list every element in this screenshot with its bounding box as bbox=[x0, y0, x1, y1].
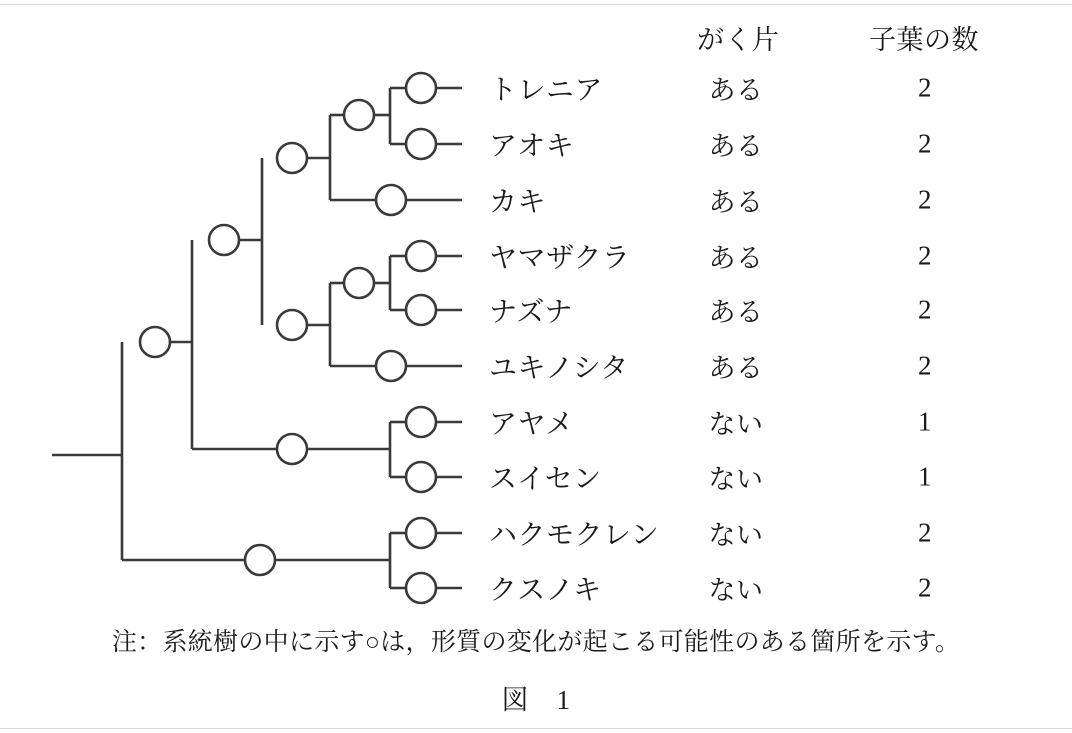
figure-note: 注：系統樹の中に示す○は，形質の変化が起こる可能性のある箇所を示す。 bbox=[111, 629, 961, 656]
cell-sepal: ある bbox=[708, 75, 764, 106]
tree-node-circle bbox=[344, 268, 374, 298]
tree-node-circle bbox=[406, 407, 436, 437]
tree-node-circle bbox=[277, 143, 307, 173]
tree-node-circle bbox=[406, 295, 436, 325]
column-header-sepal: がく片 bbox=[697, 25, 780, 55]
tree-node-circle bbox=[344, 100, 374, 130]
tree-node-circle bbox=[406, 129, 436, 159]
cell-cotyledons: 2 bbox=[918, 350, 932, 381]
cell-cotyledons: 2 bbox=[918, 72, 932, 103]
tip-label: ヤマザクラ bbox=[489, 243, 631, 274]
tip-label: アオキ bbox=[489, 131, 575, 162]
tip-label: トレニア bbox=[489, 75, 604, 106]
cell-sepal: ない bbox=[708, 464, 764, 495]
cell-cotyledons: 2 bbox=[918, 240, 932, 271]
tree-node-circle bbox=[406, 462, 436, 492]
cell-sepal: ある bbox=[708, 243, 764, 274]
figure-caption: 図 1 bbox=[501, 685, 571, 715]
tree-node-circle bbox=[406, 573, 436, 603]
cell-sepal: ある bbox=[708, 297, 764, 328]
tip-label: クスノキ bbox=[489, 575, 602, 606]
tree-node-circle bbox=[406, 518, 436, 548]
tree-node-circle bbox=[140, 327, 170, 357]
cell-cotyledons: 1 bbox=[918, 406, 932, 437]
cell-cotyledons: 1 bbox=[918, 461, 932, 492]
tip-label: ハクモクレン bbox=[489, 520, 660, 551]
column-header-cotyledons: 子葉の数 bbox=[869, 25, 979, 55]
tree-node-circle bbox=[245, 545, 275, 575]
tip-label: ナズナ bbox=[489, 297, 573, 328]
tip-label: アヤメ bbox=[489, 409, 574, 440]
cell-sepal: ない bbox=[708, 575, 764, 606]
cell-cotyledons: 2 bbox=[918, 572, 932, 603]
cell-cotyledons: 2 bbox=[918, 294, 932, 325]
tip-label: ユキノシタ bbox=[489, 353, 629, 384]
tree-node-circle bbox=[277, 434, 307, 464]
tree-node-circle bbox=[209, 225, 239, 255]
cell-sepal: ない bbox=[708, 520, 764, 551]
tree-node-circle bbox=[376, 351, 406, 381]
cell-sepal: ある bbox=[708, 187, 764, 218]
tip-label: カキ bbox=[489, 187, 547, 218]
tree-node-circle bbox=[406, 73, 436, 103]
cell-sepal: ある bbox=[708, 131, 764, 162]
tree-node-circle bbox=[277, 310, 307, 340]
cell-cotyledons: 2 bbox=[918, 128, 932, 159]
tree-node-circle bbox=[406, 241, 436, 271]
tip-label: スイセン bbox=[489, 464, 602, 495]
cell-cotyledons: 2 bbox=[918, 517, 932, 548]
cell-sepal: ある bbox=[708, 353, 764, 384]
cell-sepal: ない bbox=[708, 409, 764, 440]
cell-cotyledons: 2 bbox=[918, 184, 932, 215]
tree-node-circle bbox=[376, 185, 406, 215]
